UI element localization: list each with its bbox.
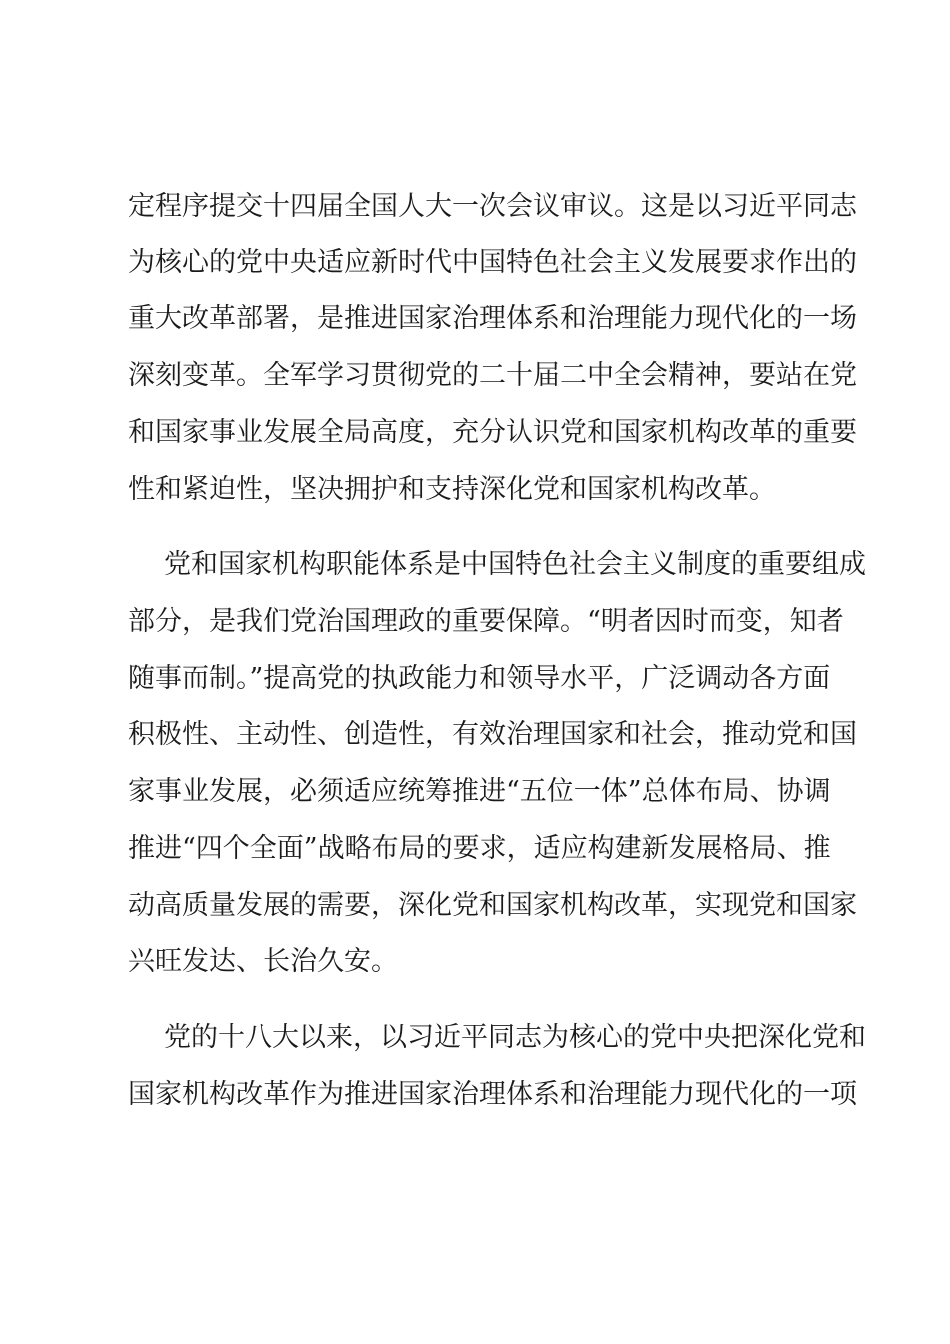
text-line: 推进“四个全面”战略布局的要求，适应构建新发展格局、推 <box>128 833 831 864</box>
text-line: 为核心的党中央适应新时代中国特色社会主义发展要求作出的 <box>128 247 857 278</box>
text-line: 随事而制。”提高党的执政能力和领导水平，广泛调动各方面 <box>128 663 831 694</box>
paragraph-first-line: 党的十八大以来，以习近平同志为核心的党中央把深化党和 <box>164 1022 866 1053</box>
text-line: 国家机构改革作为推进国家治理体系和治理能力现代化的一项 <box>128 1079 857 1110</box>
text-line: 定程序提交十四届全国人大一次会议审议。这是以习近平同志 <box>128 191 857 222</box>
paragraph-first-line: 党和国家机构职能体系是中国特色社会主义制度的重要组成 <box>164 549 866 580</box>
text-line: 积极性、主动性、创造性，有效治理国家和社会，推动党和国 <box>128 719 857 750</box>
text-line: 兴旺发达、长治久安。 <box>128 946 398 977</box>
text-line: 部分，是我们党治国理政的重要保障。“明者因时而变，知者 <box>128 606 844 637</box>
text-line: 家事业发展，必须适应统筹推进“五位一体”总体布局、协调 <box>128 776 831 807</box>
text-line: 动高质量发展的需要，深化党和国家机构改革，实现党和国家 <box>128 890 857 921</box>
text-line: 重大改革部署，是推进国家治理体系和治理能力现代化的一场 <box>128 303 857 334</box>
text-line: 性和紧迫性，坚决拥护和支持深化党和国家机构改革。 <box>128 474 776 505</box>
text-line: 和国家事业发展全局高度，充分认识党和国家机构改革的重要 <box>128 417 857 448</box>
text-line: 深刻变革。全军学习贯彻党的二十届二中全会精神，要站在党 <box>128 360 857 391</box>
